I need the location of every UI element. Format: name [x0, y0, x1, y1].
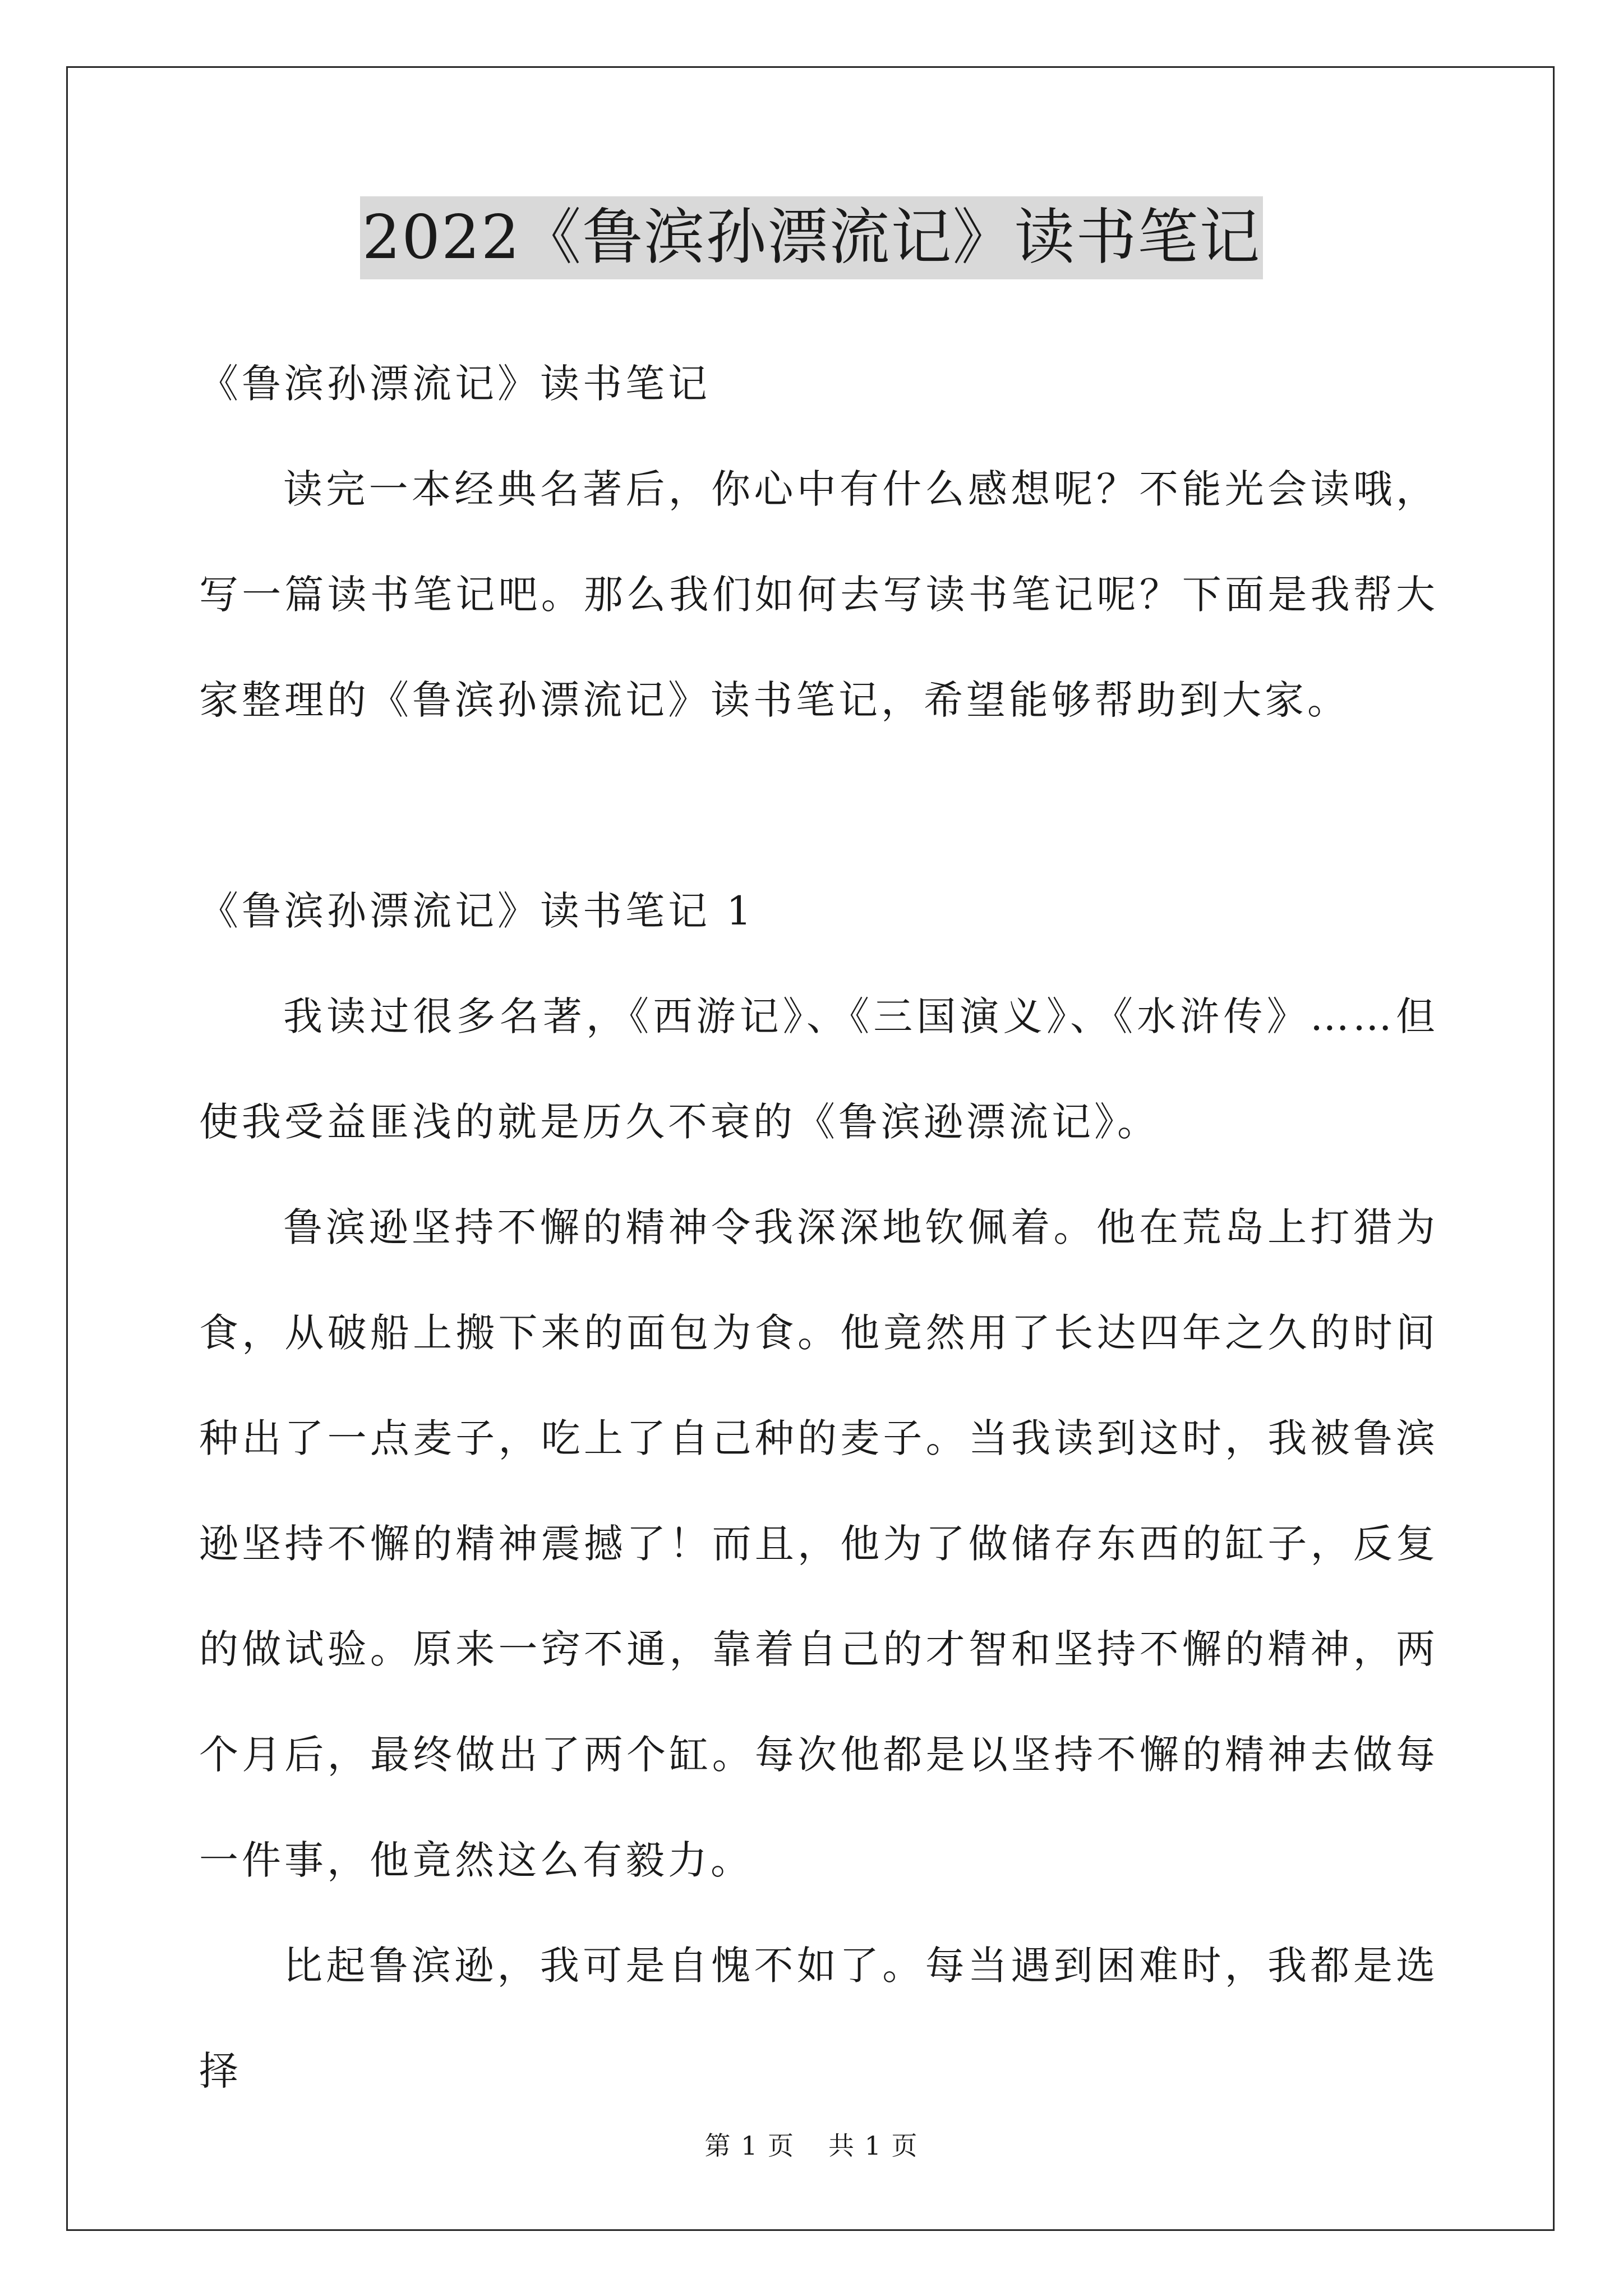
- body-paragraph-1: 我读过很多名著，《西游记》、《三国演义》、《水浒传》……但使我受益匪浅的就是历久不衰的《鲁滨逊漂流记》。: [199, 993, 1438, 1145]
- title-wrap: [0, 196, 1623, 279]
- intro-paragraph: 读完一本经典名著后，你心中有什么感想呢？不能光会读哦，写一篇读书笔记吧。那么我们如何去写读书笔记呢？下面是我帮大家整理的《鲁滨孙漂流记》读书笔记，希望能够帮助到大家。: [199, 466, 1438, 723]
- body-paragraph-3: 比起鲁滨逊，我可是自愧不如了。每当遇到困难时，我都是选择: [199, 1943, 1438, 2094]
- document-title: 2022《鲁滨孙漂流记》读书笔记: [360, 196, 1264, 279]
- section-heading: 《鲁滨孙漂流记》读书笔记 1: [199, 888, 755, 934]
- page-number: 第 1 页: [704, 2131, 795, 2161]
- document-body: [199, 331, 1438, 2124]
- section-gap: [199, 753, 1438, 858]
- page-total: 共 1 页: [828, 2131, 919, 2161]
- page-footer: [0, 2129, 1623, 2162]
- body-paragraph-2: 鲁滨逊坚持不懈的精神令我深深地钦佩着。他在荒岛上打猎为食，从破船上搬下来的面包为食。他竟然用了长达四年之久的时间种出了一点麦子，吃上了自己种的麦子。当我读到这时，我被鲁滨逊坚持不懈的精神震撼了！而且，他为了做储存东西的缸子，反复的做试验。原来一窍不通，靠着自己的才智和坚持不懈的精神，两个月后，最终做出了两个缸。每次他都是以坚持不懈的精神去做每一件事，他竟然这么有毅力。: [199, 1204, 1438, 1883]
- main-heading: 《鲁滨孙漂流记》读书笔记: [199, 361, 711, 407]
